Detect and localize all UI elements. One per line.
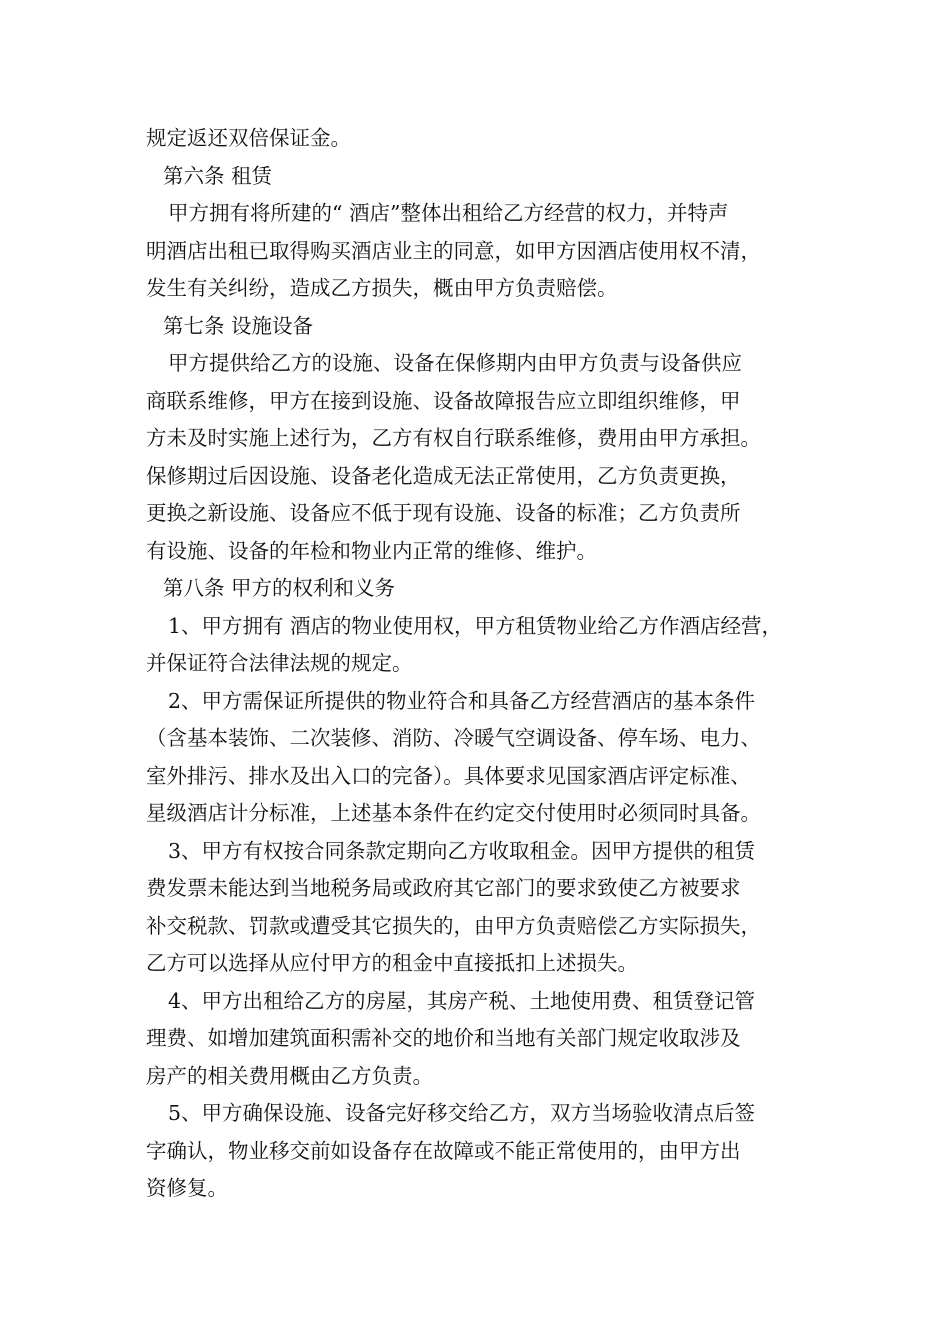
- text-line: 2、甲方需保证所提供的物业符合和具备乙方经营酒店的基本条件: [168, 688, 756, 713]
- text-line: 房产的相关费用概由乙方负责。: [146, 1063, 433, 1088]
- section-heading: 第六条 租赁: [163, 163, 273, 188]
- text-line: 有设施、设备的年检和物业内正常的维修、维护。: [146, 538, 597, 563]
- text-line: 商联系维修，甲方在接到设施、设备故障报告应立即组织维修，甲: [146, 388, 741, 413]
- text-line: 1、甲方拥有 酒店的物业使用权，甲方租赁物业给乙方作酒店经营，: [168, 613, 783, 638]
- text-line: 4、甲方出租给乙方的房屋，其房产税、土地使用费、租赁登记管: [168, 988, 756, 1013]
- text-line: 室外排污、排水及出入口的完备）。具体要求见国家酒店评定标准、: [146, 763, 751, 788]
- text-line: 3、甲方有权按合同条款定期向乙方收取租金。因甲方提供的租赁: [168, 838, 756, 863]
- text-line: 并保证符合法律法规的规定。: [146, 651, 413, 675]
- text-line: 甲方拥有将所建的“ 酒店”整体出租给乙方经营的权力，并特声: [168, 201, 729, 225]
- text-line: 明酒店出租已取得购买酒店业主的同意，如甲方因酒店使用权不清，: [146, 238, 761, 263]
- text-line: 规定返还双倍保证金。: [146, 126, 351, 150]
- text-line: 发生有关纠纷，造成乙方损失，概由甲方负责赔偿。: [146, 276, 618, 300]
- text-line: 5、甲方确保设施、设备完好移交给乙方，双方当场验收清点后签: [168, 1101, 756, 1125]
- text-line: 方未及时实施上述行为，乙方有权自行联系维修，费用由甲方承担。: [146, 426, 761, 450]
- text-line: 补交税款、罚款或遭受其它损失的，由甲方负责赔偿乙方实际损失，: [146, 913, 761, 938]
- text-line: 字确认，物业移交前如设备存在故障或不能正常使用的，由甲方出: [146, 1138, 741, 1163]
- text-line: 理费、如增加建筑面积需补交的地价和当地有关部门规定收取涉及: [146, 1026, 741, 1050]
- text-line: 费发票未能达到当地税务局或政府其它部门的要求致使乙方被要求: [146, 876, 741, 900]
- document-body: [146, 120, 826, 1208]
- text-line: 更换之新设施、设备应不低于现有设施、设备的标准；乙方负责所: [146, 501, 741, 525]
- text-line: 保修期过后因设施、设备老化造成无法正常使用，乙方负责更换，: [146, 463, 741, 488]
- text-line: 星级酒店计分标准，上述基本条件在约定交付使用时必须同时具备。: [146, 801, 761, 825]
- text-line: 甲方提供给乙方的设施、设备在保修期内由甲方负责与设备供应: [168, 351, 742, 375]
- section-heading: 第七条 设施设备: [163, 313, 314, 338]
- text-line: 乙方可以选择从应付甲方的租金中直接抵扣上述损失。: [146, 951, 638, 975]
- text-line: （含基本装饰、二次装修、消防、冷暖气空调设备、停车场、电力、: [146, 726, 761, 750]
- section-heading: 第八条 甲方的权利和义务: [163, 576, 396, 600]
- text-line: 资修复。: [146, 1176, 228, 1200]
